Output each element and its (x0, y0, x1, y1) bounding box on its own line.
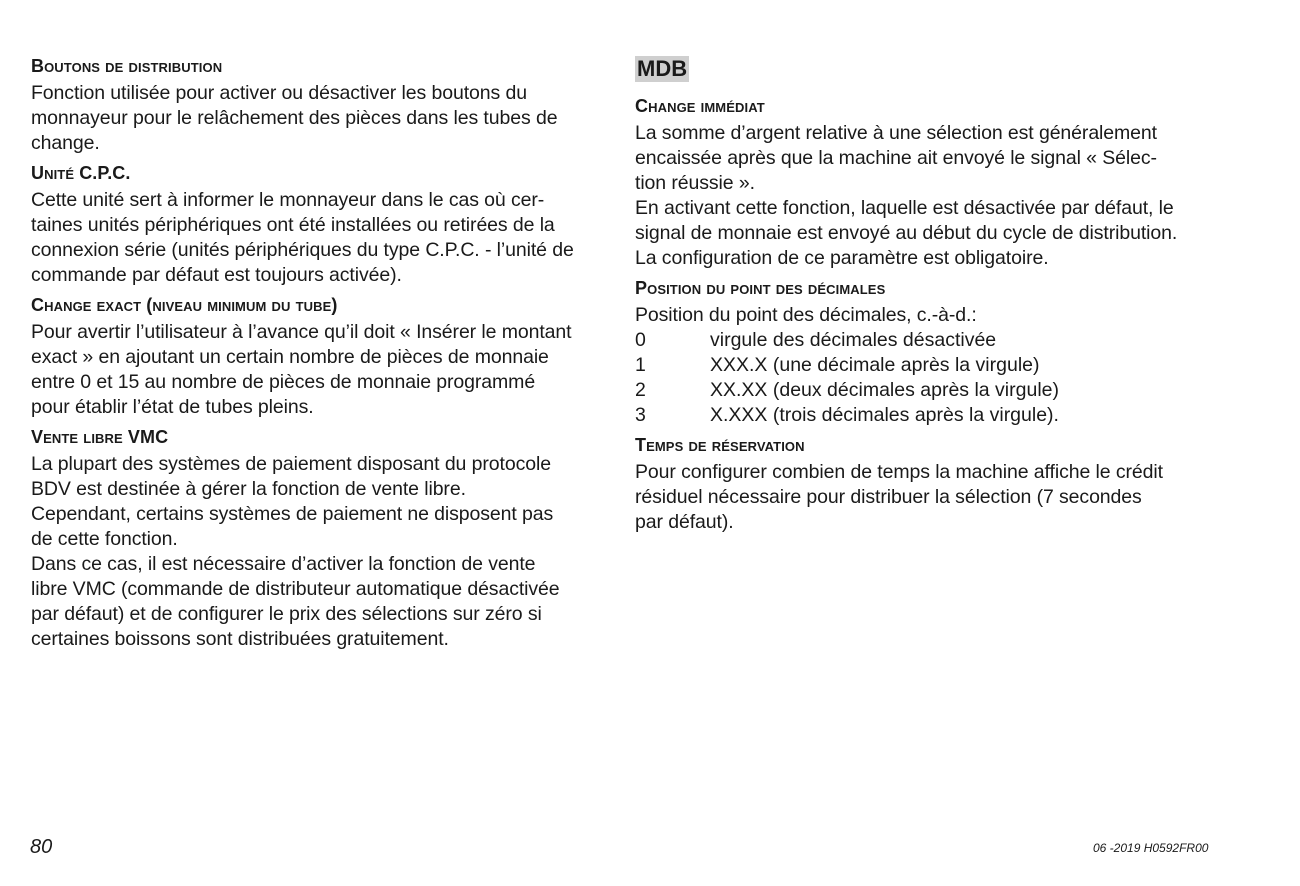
paragraph-line: encaissée après que la machine ait envoyé le signal « Sélec- (635, 147, 1157, 169)
section-position-decimales (635, 277, 1220, 428)
page-number: 80 (30, 836, 53, 858)
decimal-option-row (635, 378, 1220, 403)
paragraph-line: Cette unité sert à informer le monnayeur dans le cas où cer- (31, 189, 545, 211)
paragraph-line: BDV est destinée à gérer la fonction de vente libre. (31, 478, 466, 500)
right-column (635, 56, 1220, 541)
section-change-exact (31, 294, 609, 420)
paragraph-line: signal de monnaie est envoyé au début du cycle de distribution. (635, 222, 1178, 244)
decimal-option-row (635, 353, 1220, 378)
decimal-option-number: 0 (635, 329, 646, 351)
left-column (31, 52, 609, 658)
decimal-option-row (635, 328, 1220, 353)
section-heading: Unité C.P.C. (31, 163, 131, 183)
paragraph-line: change. (31, 132, 100, 154)
decimal-option-number: 3 (635, 404, 646, 426)
paragraph-line: libre VMC (commande de distributeur automatique désactivée (31, 578, 560, 600)
decimal-option-text: X.XXX (trois décimales après la virgule). (710, 404, 1059, 426)
paragraph-line: monnayeur pour le relâchement des pièces dans les tubes de (31, 107, 558, 129)
section-heading: Temps de réservation (635, 435, 805, 455)
paragraph-line: par défaut) et de configurer le prix des sélections sur zéro si (31, 603, 542, 625)
section-unite-cpc (31, 162, 609, 288)
paragraph-line: de cette fonction. (31, 528, 178, 550)
paragraph-line: Pour avertir l’utilisateur à l’avance qu’il doit « Insérer le montant (31, 321, 572, 343)
decimal-option-number: 1 (635, 354, 646, 376)
section-heading: Change immédiat (635, 96, 765, 116)
section-vente-libre (31, 426, 609, 652)
paragraph-line: commande par défaut est toujours activée). (31, 264, 402, 286)
paragraph-line: tion réussie ». (635, 172, 755, 194)
document-reference: 06 -2019 H0592FR00 (1093, 841, 1209, 855)
paragraph-line: La somme d’argent relative à une sélection est généralement (635, 122, 1157, 144)
decimal-option-row (635, 403, 1220, 428)
paragraph-line: connexion série (unités périphériques du type C.P.C. - l’unité de (31, 239, 574, 261)
section-change-immediat (635, 95, 1220, 271)
section-boutons-distribution (31, 55, 609, 156)
paragraph-line: entre 0 et 15 au nombre de pièces de monnaie programmé (31, 371, 536, 393)
decimal-option-number: 2 (635, 379, 646, 401)
section-heading: Boutons de distribution (31, 56, 223, 76)
section-heading: Vente libre VMC (31, 427, 169, 447)
mdb-title: MDB (637, 56, 688, 81)
paragraph-line: certaines boissons sont distribuées gratuitement. (31, 628, 449, 650)
paragraph-line: pour établir l’état de tubes pleins. (31, 396, 314, 418)
paragraph-line: Fonction utilisée pour activer ou désactiver les boutons du (31, 82, 527, 104)
decimal-option-text: XX.XX (deux décimales après la virgule) (710, 379, 1059, 401)
paragraph-line: La plupart des systèmes de paiement disposant du protocole (31, 453, 551, 475)
paragraph-line: Pour configurer combien de temps la machine affiche le crédit (635, 461, 1163, 483)
paragraph-line: La configuration de ce paramètre est obligatoire. (635, 247, 1049, 269)
paragraph-line: Cependant, certains systèmes de paiement ne disposent pas (31, 503, 554, 525)
paragraph-line: taines unités périphériques ont été installées ou retirées de la (31, 214, 555, 236)
paragraph-line: par défaut). (635, 511, 734, 533)
decimal-option-text: XXX.X (une décimale après la virgule) (710, 354, 1040, 376)
section-heading: Change exact (niveau minimum du tube) (31, 295, 338, 315)
paragraph-line: En activant cette fonction, laquelle est désactivée par défaut, le (635, 197, 1174, 219)
paragraph-line: exact » en ajoutant un certain nombre de pièces de monnaie (31, 346, 549, 368)
paragraph-line: Dans ce cas, il est nécessaire d’activer la fonction de vente (31, 553, 536, 575)
decimal-intro: Position du point des décimales, c.-à-d.: (635, 304, 977, 326)
decimal-option-text: virgule des décimales désactivée (710, 329, 997, 351)
section-temps-reservation (635, 434, 1220, 535)
paragraph-line: résiduel nécessaire pour distribuer la sélection (7 secondes (635, 486, 1142, 508)
section-heading: Position du point des décimales (635, 278, 886, 298)
